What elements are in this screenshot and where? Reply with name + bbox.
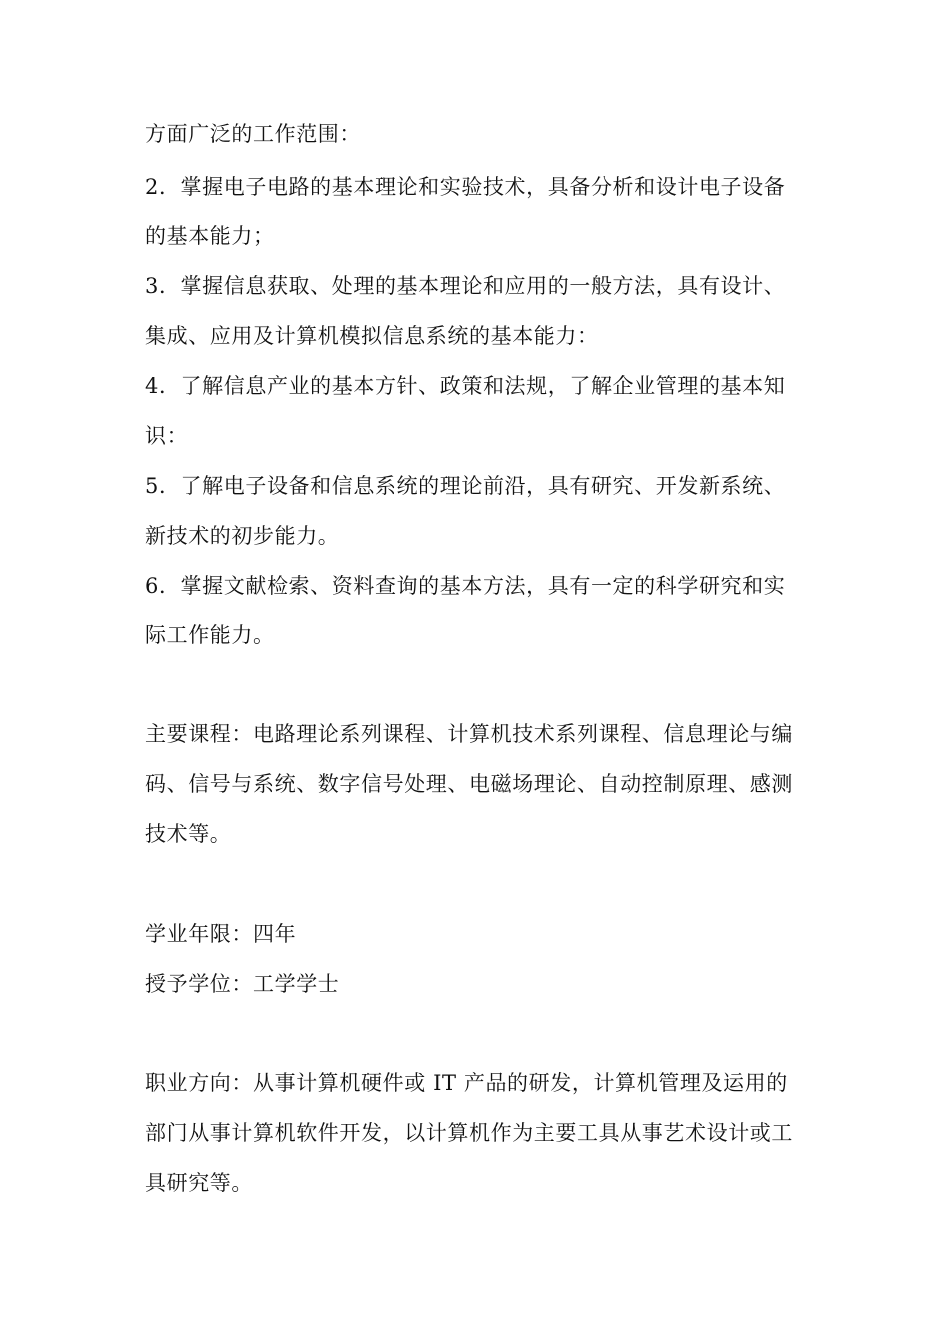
text-line: 4．了解信息产业的基本方针、政策和法规，了解企业管理的基本知 (145, 374, 786, 398)
text-line: 新技术的初步能力。 (145, 524, 340, 548)
text-line: 的基本能力； (145, 224, 275, 248)
text-line: 具研究等。 (145, 1171, 253, 1195)
text-line: 3．掌握信息获取、处理的基本理论和应用的一般方法，具有设计、 (145, 274, 786, 298)
text-line: 学业年限：四年 (145, 922, 297, 946)
text-line: 技术等。 (145, 822, 232, 846)
text-line: 5．了解电子设备和信息系统的理论前沿，具有研究、开发新系统、 (145, 474, 786, 498)
text-line: 主要课程：电路理论系列课程、计算机技术系列课程、信息理论与编 (145, 722, 793, 746)
text-line: 2．掌握电子电路的基本理论和实验技术，具备分析和设计电子设备 (145, 175, 786, 199)
text-line: 码、信号与系统、数字信号处理、电磁场理论、自动控制原理、感测 (145, 772, 793, 796)
text-line: 集成、应用及计算机模拟信息系统的基本能力： (145, 324, 599, 348)
text-line: 方面广泛的工作范围： (145, 122, 361, 146)
text-line: 识： (145, 424, 189, 448)
text-line: 职业方向：从事计算机硬件或 IT 产品的研发，计算机管理及运用的 (145, 1071, 788, 1095)
text-line: 际工作能力。 (145, 623, 275, 647)
text-line: 6．掌握文献检索、资料查询的基本方法，具有一定的科学研究和实 (145, 574, 786, 598)
text-line: 部门从事计算机软件开发，以计算机作为主要工具从事艺术设计或工 (145, 1121, 793, 1145)
text-line: 授予学位：工学学士 (145, 972, 340, 996)
